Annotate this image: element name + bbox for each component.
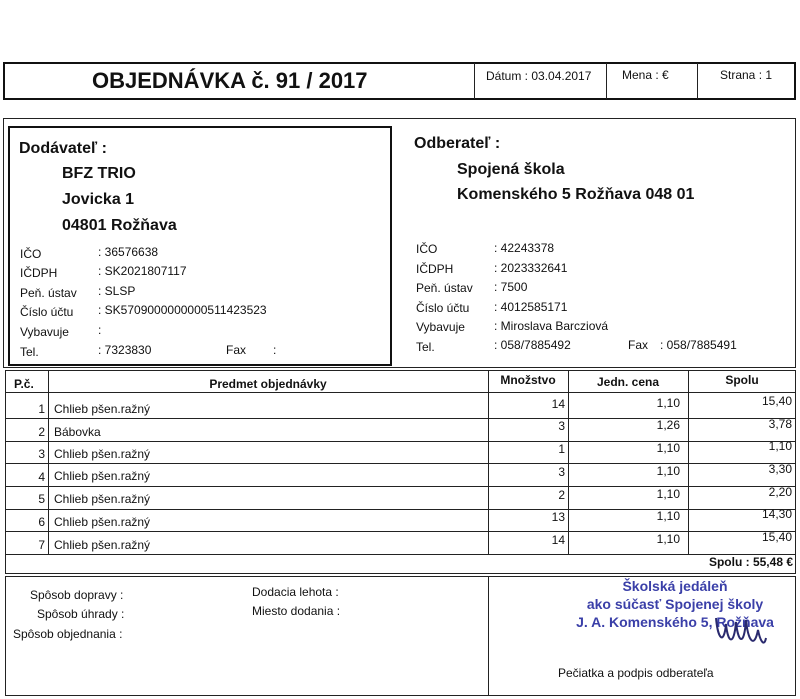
transport-label: Spôsob dopravy :	[30, 588, 124, 602]
supplier-city: 04801 Rožňava	[62, 217, 177, 234]
table-row-quantity: 14	[551, 533, 565, 547]
supplier-field-value: :	[98, 323, 102, 337]
table-row-item: Chlieb pšen.ražný	[54, 402, 151, 416]
customer-name: Spojená škola	[457, 161, 565, 178]
table-row-unit-price: 1,26	[656, 418, 680, 432]
customer-field-label: IČDPH	[416, 262, 454, 276]
table-row-number: 3	[38, 447, 45, 461]
payment-label: Spôsob úhrady :	[37, 607, 125, 621]
customer-heading: Odberateľ :	[414, 135, 501, 152]
signature-label: Pečiatka a podpis odberateľa	[558, 666, 714, 680]
table-row-quantity: 1	[558, 442, 565, 456]
order-total: Spolu : 55,48 €	[708, 555, 793, 569]
table-row-item: Bábovka	[54, 425, 101, 439]
table-row-item: Chlieb pšen.ražný	[54, 447, 151, 461]
supplier-name: BFZ TRIO	[62, 165, 136, 182]
table-row-total: 3,30	[768, 462, 792, 476]
table-row-quantity: 3	[558, 419, 565, 433]
divider	[474, 63, 475, 99]
supplier-field-label: Peň. ústav	[20, 286, 77, 300]
divider	[488, 577, 489, 695]
customer-field-value: : 4012585171	[494, 300, 568, 314]
supplier-field-label: IČDPH	[20, 266, 58, 280]
table-row-unit-price: 1,10	[656, 396, 680, 410]
customer-field-value: : 42243378	[494, 241, 555, 255]
supplier-field-label: IČO	[20, 247, 42, 261]
order-method-label: Spôsob objednania :	[13, 627, 123, 641]
customer-field-label: Číslo účtu	[416, 301, 470, 315]
supplier-field-label: Číslo účtu	[20, 305, 74, 319]
supplier-field-value: : SLSP	[98, 284, 136, 298]
customer-field-value: : Miroslava Barcziová	[494, 319, 609, 333]
stamp-line: Školská jedáleň	[622, 578, 728, 594]
table-row-item: Chlieb pšen.ražný	[54, 538, 151, 552]
table-row-number: 6	[38, 515, 45, 529]
stamp-line: J. A. Komenského 5, Rožňava	[576, 614, 774, 630]
stamp-line: ako súčasť Spojenej školy	[586, 596, 764, 612]
table-row-unit-price: 1,10	[656, 441, 680, 455]
customer-field-label: Vybavuje	[416, 320, 465, 334]
order-date: Dátum : 03.04.2017	[486, 69, 592, 83]
supplier-fax-label: Fax	[226, 343, 247, 357]
supplier-street: Jovicka 1	[62, 191, 135, 208]
supplier-field-label: Vybavuje	[20, 325, 69, 339]
customer-fax-label: Fax	[628, 338, 649, 352]
delivery-term-label: Dodacia lehota :	[252, 585, 339, 599]
table-row-total: 15,40	[761, 530, 792, 544]
supplier-field-value: : SK5709000000000511423523	[98, 303, 267, 317]
table-row-unit-price: 1,10	[656, 532, 680, 546]
table-row-number: 7	[38, 538, 45, 552]
table-row-item: Chlieb pšen.ražný	[54, 492, 151, 506]
supplier-field-value: : 36576638	[98, 245, 159, 259]
divider	[5, 392, 796, 393]
customer-field-label: Peň. ústav	[416, 281, 473, 295]
column-header-unit-price: Jedn. cena	[596, 375, 660, 389]
table-row-total: 14,30	[761, 507, 792, 521]
table-row-unit-price: 1,10	[656, 487, 680, 501]
customer-field-label: IČO	[416, 242, 438, 256]
table-row-quantity: 14	[551, 397, 565, 411]
column-header-number: P.č.	[14, 377, 34, 391]
page-number: Strana : 1	[720, 68, 773, 82]
delivery-place-label: Miesto dodania :	[252, 604, 341, 618]
table-row-total: 2,20	[768, 485, 792, 499]
table-row-number: 5	[38, 492, 45, 506]
supplier-field-label: Tel.	[20, 345, 39, 359]
table-row-unit-price: 1,10	[656, 509, 680, 523]
table-row-unit-price: 1,10	[656, 464, 680, 478]
customer-field-value: : 7500	[494, 280, 528, 294]
customer-field-value: : 058/7885492	[494, 338, 571, 352]
column-header-total: Spolu	[725, 373, 759, 387]
table-row-total: 15,40	[761, 394, 792, 408]
table-row-number: 2	[38, 425, 45, 439]
table-row-number: 4	[38, 470, 45, 484]
supplier-field-value: : 7323830	[98, 343, 152, 357]
table-row-total: 3,78	[768, 417, 792, 431]
customer-field-label: Tel.	[416, 340, 435, 354]
supplier-heading: Dodávateľ :	[19, 140, 107, 157]
divider	[606, 63, 607, 99]
supplier-field-value: : SK2021807117	[98, 264, 187, 278]
column-header-item: Predmet objednávky	[209, 377, 327, 391]
currency: Mena : €	[622, 68, 669, 82]
table-row-quantity: 2	[558, 488, 565, 502]
table-row-number: 1	[38, 402, 45, 416]
customer-fax-value: : 058/7885491	[660, 338, 737, 352]
table-row-quantity: 3	[558, 465, 565, 479]
customer-field-value: : 2023332641	[494, 261, 568, 275]
supplier-fax-value: :	[273, 343, 277, 357]
table-row-item: Chlieb pšen.ražný	[54, 469, 151, 483]
table-row-quantity: 13	[551, 510, 565, 524]
divider	[697, 63, 698, 99]
document-title: OBJEDNÁVKA č. 91 / 2017	[92, 68, 368, 93]
signature	[710, 610, 770, 655]
table-row-total: 1,10	[768, 439, 792, 453]
customer-address: Komenského 5 Rožňava 048 01	[457, 186, 695, 203]
table-row-item: Chlieb pšen.ražný	[54, 515, 151, 529]
column-header-quantity: Množstvo	[500, 373, 556, 387]
